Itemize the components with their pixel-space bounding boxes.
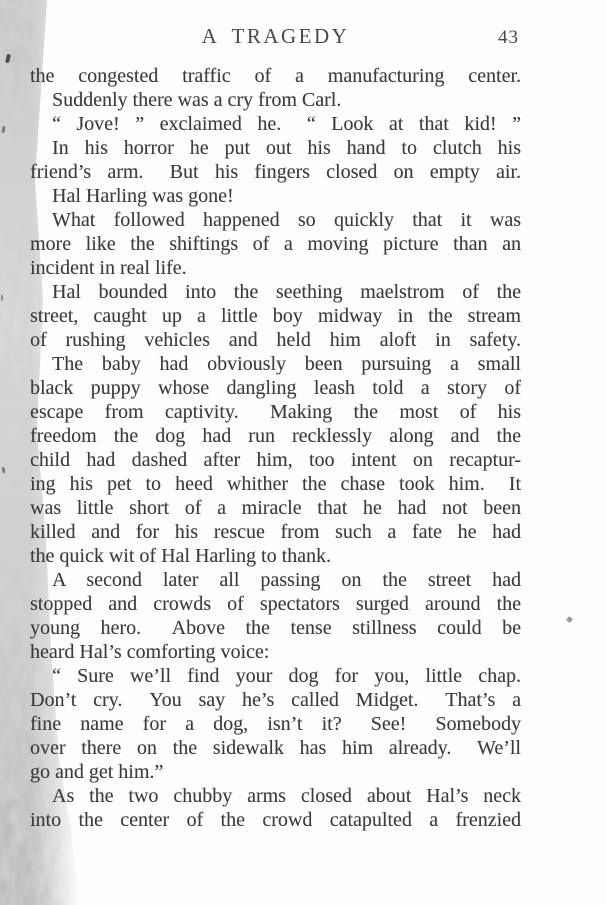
page-content	[30, 24, 521, 832]
text-line: the congested traffic of a manufacturing center.	[30, 65, 521, 87]
text-line: killed and for his rescue from such a fate he had	[30, 521, 521, 543]
text-line: incident in real life.	[30, 257, 187, 279]
text-line: Don’t cry. You say he’s called Midget. That’s a	[30, 689, 521, 711]
text-line: “ Sure we’ll find your dog for you, little chap.	[52, 665, 521, 687]
text-line: freedom the dog had run recklessly along and the	[30, 425, 521, 447]
text-line: was little short of a miracle that he had not been	[30, 497, 521, 519]
chapter-title: A TRAGEDY	[201, 24, 350, 48]
text-line: over there on the sidewalk has him already. We’ll	[30, 737, 521, 759]
text-line: child had dashed after him, too intent on recaptur-	[30, 449, 521, 471]
text-block	[30, 64, 521, 832]
text-line: What followed happened so quickly that it was	[52, 209, 521, 231]
text-line: A second later all passing on the street had	[52, 569, 521, 591]
text-line: escape from captivity. Making the most of his	[30, 401, 521, 423]
text-line: heard Hal’s comforting voice:	[30, 641, 270, 663]
text-line: of rushing vehicles and held him aloft in safety.	[30, 329, 521, 351]
text-line: the quick wit of Hal Harling to thank.	[30, 545, 332, 567]
text-line: stopped and crowds of spectators surged around the	[30, 593, 521, 615]
text-line: The baby had obviously been pursuing a small	[52, 353, 521, 375]
text-line: friend’s arm. But his fingers closed on empty air.	[30, 161, 521, 183]
running-head	[30, 24, 521, 50]
scan-speck	[1, 295, 3, 301]
text-line: In his horror he put out his hand to clutch his	[52, 137, 521, 159]
text-line: street, caught up a little boy midway in the stream	[30, 305, 521, 327]
text-line: black puppy whose dangling leash told a story of	[30, 377, 521, 399]
text-line: more like the shiftings of a moving picture than an	[30, 233, 521, 255]
text-line: Suddenly there was a cry from Carl.	[52, 89, 342, 111]
text-line: Hal bounded into the seething maelstrom of the	[52, 281, 521, 303]
text-line: ing his pet to heed whither the chase took him. It	[30, 473, 521, 495]
text-line: “ Jove! ” exclaimed he. “ Look at that kid! ”	[52, 113, 521, 135]
page-number: 43	[498, 27, 519, 48]
text-line: go and get him.”	[30, 761, 164, 783]
text-line: As the two chubby arms closed about Hal’s neck	[52, 785, 521, 807]
scan-speck	[566, 616, 573, 623]
text-line: fine name for a dog, isn’t it? See! Somebody	[30, 713, 521, 735]
text-line: Hal Harling was gone!	[52, 185, 234, 207]
text-line: young hero. Above the tense stillness could be	[30, 617, 521, 639]
text-line: into the center of the crowd catapulted a frenzied	[30, 809, 521, 831]
